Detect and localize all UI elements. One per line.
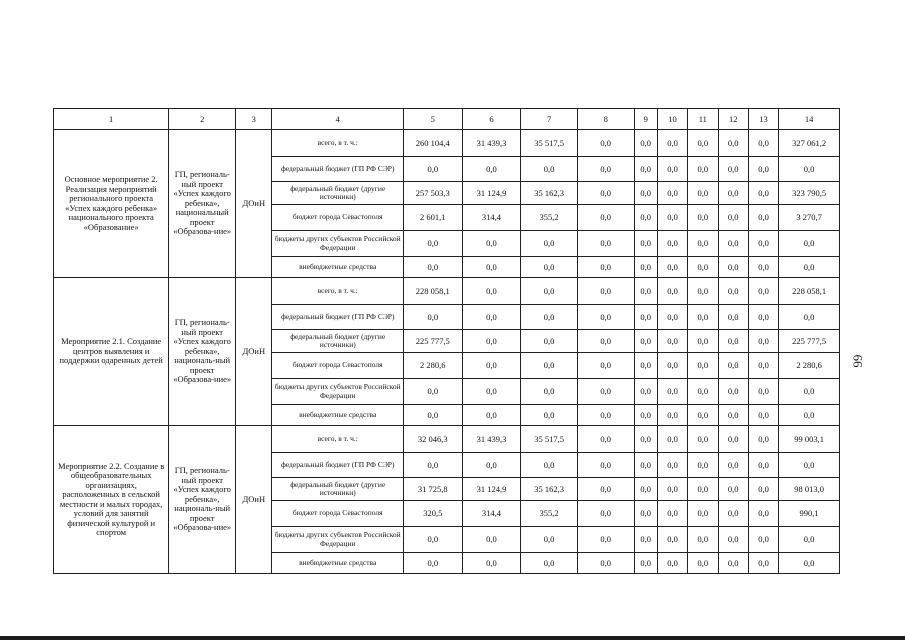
header-cell: 4 bbox=[272, 109, 404, 130]
program-cell: ГП, региональ-ный проект «Успех каждого ребенка», националь-ный проект «Образова-ние» bbox=[169, 278, 236, 426]
page-number: 66 bbox=[850, 354, 866, 368]
amount-cell: 0,0 bbox=[521, 330, 578, 353]
funding-source-cell: бюджет города Севастополя bbox=[272, 205, 404, 231]
header-cell: 2 bbox=[169, 109, 236, 130]
amount-cell: 0,0 bbox=[657, 257, 687, 278]
amount-cell: 0,0 bbox=[748, 453, 778, 478]
amount-cell: 0,0 bbox=[688, 182, 718, 205]
amount-cell: 0,0 bbox=[688, 305, 718, 330]
funding-source-cell: всего, в т. ч.: bbox=[272, 426, 404, 453]
amount-cell: 0,0 bbox=[688, 405, 718, 426]
amount-cell: 0,0 bbox=[634, 157, 657, 182]
amount-cell: 0,0 bbox=[657, 305, 687, 330]
amount-cell: 0,0 bbox=[779, 157, 840, 182]
amount-cell: 0,0 bbox=[462, 353, 521, 379]
amount-cell: 0,0 bbox=[657, 330, 687, 353]
amount-cell: 355,2 bbox=[521, 205, 578, 231]
amount-cell: 0,0 bbox=[718, 553, 748, 574]
amount-cell: 0,0 bbox=[748, 527, 778, 553]
amount-cell: 0,0 bbox=[577, 353, 634, 379]
amount-cell: 0,0 bbox=[521, 157, 578, 182]
amount-cell: 0,0 bbox=[577, 278, 634, 305]
amount-cell: 0,0 bbox=[748, 257, 778, 278]
amount-cell: 0,0 bbox=[403, 157, 462, 182]
amount-cell: 0,0 bbox=[688, 130, 718, 157]
funding-source-cell: бюджеты других субъектов Российской Федерации bbox=[272, 231, 404, 257]
amount-cell: 0,0 bbox=[577, 205, 634, 231]
amount-cell: 0,0 bbox=[577, 182, 634, 205]
amount-cell: 0,0 bbox=[577, 501, 634, 527]
amount-cell: 0,0 bbox=[718, 478, 748, 501]
funding-source-cell: федеральный бюджет (ГП РФ СЭР) bbox=[272, 305, 404, 330]
header-cell: 5 bbox=[403, 109, 462, 130]
amount-cell: 0,0 bbox=[521, 453, 578, 478]
amount-cell: 0,0 bbox=[718, 527, 748, 553]
amount-cell: 0,0 bbox=[748, 330, 778, 353]
amount-cell: 0,0 bbox=[577, 405, 634, 426]
amount-cell: 0,0 bbox=[718, 231, 748, 257]
amount-cell: 0,0 bbox=[688, 353, 718, 379]
funding-source-cell: внебюджетные средства bbox=[272, 405, 404, 426]
amount-cell: 31 124,9 bbox=[462, 182, 521, 205]
header-cell: 14 bbox=[779, 109, 840, 130]
amount-cell: 0,0 bbox=[577, 330, 634, 353]
amount-cell: 98 013,0 bbox=[779, 478, 840, 501]
header-cell: 6 bbox=[462, 109, 521, 130]
amount-cell: 0,0 bbox=[403, 405, 462, 426]
amount-cell: 0,0 bbox=[462, 405, 521, 426]
amount-cell: 228 058,1 bbox=[779, 278, 840, 305]
amount-cell: 0,0 bbox=[688, 453, 718, 478]
table-row bbox=[54, 278, 840, 305]
funding-source-cell: бюджет города Севастополя bbox=[272, 353, 404, 379]
amount-cell: 260 104,4 bbox=[403, 130, 462, 157]
header-cell: 10 bbox=[657, 109, 687, 130]
amount-cell: 0,0 bbox=[688, 379, 718, 405]
amount-cell: 0,0 bbox=[748, 501, 778, 527]
amount-cell: 0,0 bbox=[634, 231, 657, 257]
amount-cell: 31 439,3 bbox=[462, 426, 521, 453]
amount-cell: 35 517,5 bbox=[521, 426, 578, 453]
amount-cell: 0,0 bbox=[657, 405, 687, 426]
amount-cell: 0,0 bbox=[577, 130, 634, 157]
amount-cell: 2 601,1 bbox=[403, 205, 462, 231]
amount-cell: 0,0 bbox=[779, 527, 840, 553]
amount-cell: 0,0 bbox=[688, 553, 718, 574]
header-cell: 3 bbox=[236, 109, 272, 130]
amount-cell: 0,0 bbox=[748, 205, 778, 231]
amount-cell: 0,0 bbox=[634, 405, 657, 426]
funding-source-cell: бюджеты других субъектов Российской Федерации bbox=[272, 379, 404, 405]
header-cell: 8 bbox=[577, 109, 634, 130]
amount-cell: 0,0 bbox=[779, 257, 840, 278]
amount-cell: 0,0 bbox=[462, 231, 521, 257]
amount-cell: 0,0 bbox=[521, 553, 578, 574]
amount-cell: 0,0 bbox=[779, 231, 840, 257]
amount-cell: 0,0 bbox=[521, 231, 578, 257]
header-cell: 1 bbox=[54, 109, 169, 130]
amount-cell: 0,0 bbox=[634, 305, 657, 330]
amount-cell: 0,0 bbox=[462, 278, 521, 305]
amount-cell: 0,0 bbox=[462, 305, 521, 330]
amount-cell: 0,0 bbox=[634, 205, 657, 231]
amount-cell: 0,0 bbox=[688, 231, 718, 257]
amount-cell: 0,0 bbox=[718, 379, 748, 405]
amount-cell: 31 439,3 bbox=[462, 130, 521, 157]
amount-cell: 0,0 bbox=[779, 379, 840, 405]
amount-cell: 0,0 bbox=[718, 130, 748, 157]
amount-cell: 225 777,5 bbox=[403, 330, 462, 353]
amount-cell: 0,0 bbox=[403, 231, 462, 257]
amount-cell: 0,0 bbox=[634, 478, 657, 501]
amount-cell: 0,0 bbox=[634, 353, 657, 379]
amount-cell: 0,0 bbox=[718, 426, 748, 453]
amount-cell: 0,0 bbox=[577, 157, 634, 182]
amount-cell: 0,0 bbox=[657, 426, 687, 453]
measure-name-cell: Мероприятие 2.2. Создание в общеобразовательных организациях, расположенных в сельской местности и малых городах, условий для занятий физической культурой и спортом bbox=[54, 426, 169, 574]
amount-cell: 31 725,8 bbox=[403, 478, 462, 501]
program-cell: ГП, региональ-ный проект «Успех каждого ребенка», националь-ный проект «Образова-ние» bbox=[169, 426, 236, 574]
amount-cell: 0,0 bbox=[657, 527, 687, 553]
amount-cell: 0,0 bbox=[634, 379, 657, 405]
amount-cell: 0,0 bbox=[462, 527, 521, 553]
funding-source-cell: бюджет города Севастополя bbox=[272, 501, 404, 527]
amount-cell: 0,0 bbox=[521, 257, 578, 278]
amount-cell: 0,0 bbox=[462, 379, 521, 405]
amount-cell: 0,0 bbox=[634, 527, 657, 553]
amount-cell: 0,0 bbox=[521, 305, 578, 330]
funding-source-cell: бюджеты других субъектов Российской Федерации bbox=[272, 527, 404, 553]
amount-cell: 0,0 bbox=[688, 527, 718, 553]
amount-cell: 0,0 bbox=[748, 553, 778, 574]
amount-cell: 0,0 bbox=[748, 157, 778, 182]
amount-cell: 327 061,2 bbox=[779, 130, 840, 157]
amount-cell: 0,0 bbox=[462, 553, 521, 574]
amount-cell: 0,0 bbox=[657, 379, 687, 405]
amount-cell: 0,0 bbox=[718, 501, 748, 527]
amount-cell: 0,0 bbox=[634, 257, 657, 278]
amount-cell: 0,0 bbox=[748, 278, 778, 305]
amount-cell: 0,0 bbox=[718, 278, 748, 305]
amount-cell: 0,0 bbox=[779, 553, 840, 574]
amount-cell: 0,0 bbox=[748, 231, 778, 257]
amount-cell: 0,0 bbox=[748, 353, 778, 379]
amount-cell: 0,0 bbox=[657, 130, 687, 157]
amount-cell: 0,0 bbox=[718, 405, 748, 426]
amount-cell: 0,0 bbox=[403, 553, 462, 574]
amount-cell: 0,0 bbox=[688, 278, 718, 305]
amount-cell: 0,0 bbox=[688, 205, 718, 231]
funding-source-cell: всего, в т. ч.: bbox=[272, 278, 404, 305]
amount-cell: 0,0 bbox=[657, 157, 687, 182]
amount-cell: 0,0 bbox=[657, 478, 687, 501]
amount-cell: 0,0 bbox=[718, 257, 748, 278]
amount-cell: 0,0 bbox=[718, 205, 748, 231]
amount-cell: 0,0 bbox=[634, 426, 657, 453]
amount-cell: 990,1 bbox=[779, 501, 840, 527]
amount-cell: 35 162,3 bbox=[521, 478, 578, 501]
amount-cell: 0,0 bbox=[521, 527, 578, 553]
amount-cell: 0,0 bbox=[521, 379, 578, 405]
amount-cell: 0,0 bbox=[462, 257, 521, 278]
amount-cell: 0,0 bbox=[657, 553, 687, 574]
amount-cell: 35 517,5 bbox=[521, 130, 578, 157]
amount-cell: 0,0 bbox=[779, 305, 840, 330]
amount-cell: 0,0 bbox=[688, 330, 718, 353]
amount-cell: 0,0 bbox=[521, 278, 578, 305]
amount-cell: 0,0 bbox=[748, 478, 778, 501]
amount-cell: 0,0 bbox=[748, 130, 778, 157]
amount-cell: 0,0 bbox=[462, 453, 521, 478]
amount-cell: 0,0 bbox=[657, 231, 687, 257]
amount-cell: 0,0 bbox=[688, 478, 718, 501]
amount-cell: 0,0 bbox=[718, 157, 748, 182]
amount-cell: 31 124,9 bbox=[462, 478, 521, 501]
amount-cell: 0,0 bbox=[634, 330, 657, 353]
funding-source-cell: внебюджетные средства bbox=[272, 553, 404, 574]
amount-cell: 0,0 bbox=[657, 501, 687, 527]
table-row bbox=[54, 426, 840, 453]
amount-cell: 0,0 bbox=[577, 305, 634, 330]
amount-cell: 0,0 bbox=[657, 205, 687, 231]
amount-cell: 99 003,1 bbox=[779, 426, 840, 453]
amount-cell: 0,0 bbox=[577, 257, 634, 278]
amount-cell: 314,4 bbox=[462, 205, 521, 231]
amount-cell: 0,0 bbox=[748, 426, 778, 453]
amount-cell: 32 046,3 bbox=[403, 426, 462, 453]
amount-cell: 0,0 bbox=[718, 353, 748, 379]
amount-cell: 0,0 bbox=[748, 379, 778, 405]
amount-cell: 320,5 bbox=[403, 501, 462, 527]
amount-cell: 0,0 bbox=[748, 182, 778, 205]
amount-cell: 0,0 bbox=[688, 257, 718, 278]
amount-cell: 0,0 bbox=[779, 453, 840, 478]
header-cell: 13 bbox=[748, 109, 778, 130]
amount-cell: 2 280,6 bbox=[403, 353, 462, 379]
amount-cell: 355,2 bbox=[521, 501, 578, 527]
funding-source-cell: федеральный бюджет (ГП РФ СЭР) bbox=[272, 453, 404, 478]
amount-cell: 0,0 bbox=[577, 231, 634, 257]
amount-cell: 0,0 bbox=[657, 353, 687, 379]
amount-cell: 2 280,6 bbox=[779, 353, 840, 379]
amount-cell: 0,0 bbox=[634, 501, 657, 527]
amount-cell: 0,0 bbox=[521, 353, 578, 379]
executor-cell: ДОиН bbox=[236, 130, 272, 278]
bottom-edge-bar bbox=[0, 636, 905, 640]
amount-cell: 0,0 bbox=[779, 405, 840, 426]
funding-source-cell: всего, в т. ч.: bbox=[272, 130, 404, 157]
amount-cell: 0,0 bbox=[748, 305, 778, 330]
executor-cell: ДОиН bbox=[236, 426, 272, 574]
measure-name-cell: Мероприятие 2.1. Создание центров выявления и поддержки одаренных детей bbox=[54, 278, 169, 426]
header-cell: 12 bbox=[718, 109, 748, 130]
amount-cell: 257 503,3 bbox=[403, 182, 462, 205]
amount-cell: 0,0 bbox=[688, 426, 718, 453]
amount-cell: 0,0 bbox=[634, 278, 657, 305]
funding-source-cell: федеральный бюджет (ГП РФ СЭР) bbox=[272, 157, 404, 182]
amount-cell: 0,0 bbox=[657, 453, 687, 478]
amount-cell: 0,0 bbox=[577, 478, 634, 501]
amount-cell: 0,0 bbox=[748, 405, 778, 426]
amount-cell: 0,0 bbox=[718, 182, 748, 205]
amount-cell: 0,0 bbox=[577, 553, 634, 574]
header-cell: 9 bbox=[634, 109, 657, 130]
amount-cell: 0,0 bbox=[403, 527, 462, 553]
header-cell: 11 bbox=[688, 109, 718, 130]
amount-cell: 0,0 bbox=[462, 157, 521, 182]
amount-cell: 0,0 bbox=[718, 305, 748, 330]
header-row bbox=[54, 109, 840, 130]
amount-cell: 0,0 bbox=[657, 182, 687, 205]
amount-cell: 228 058,1 bbox=[403, 278, 462, 305]
amount-cell: 0,0 bbox=[462, 330, 521, 353]
amount-cell: 314,4 bbox=[462, 501, 521, 527]
amount-cell: 35 162,3 bbox=[521, 182, 578, 205]
amount-cell: 0,0 bbox=[634, 130, 657, 157]
amount-cell: 0,0 bbox=[403, 257, 462, 278]
amount-cell: 0,0 bbox=[634, 553, 657, 574]
table-row bbox=[54, 130, 840, 157]
amount-cell: 0,0 bbox=[577, 527, 634, 553]
program-cell: ГП, региональ-ный проект «Успех каждого ребенка», национальный проект «Образова-ние» bbox=[169, 130, 236, 278]
executor-cell: ДОиН bbox=[236, 278, 272, 426]
funding-source-cell: федеральный бюджет (другие источники) bbox=[272, 330, 404, 353]
funding-source-cell: внебюджетные средства bbox=[272, 257, 404, 278]
funding-source-cell: федеральный бюджет (другие источники) bbox=[272, 478, 404, 501]
amount-cell: 0,0 bbox=[577, 379, 634, 405]
amount-cell: 0,0 bbox=[688, 501, 718, 527]
funding-source-cell: федеральный бюджет (другие источники) bbox=[272, 182, 404, 205]
amount-cell: 323 790,5 bbox=[779, 182, 840, 205]
amount-cell: 225 777,5 bbox=[779, 330, 840, 353]
amount-cell: 0,0 bbox=[577, 426, 634, 453]
amount-cell: 0,0 bbox=[521, 405, 578, 426]
header-cell: 7 bbox=[521, 109, 578, 130]
amount-cell: 0,0 bbox=[577, 453, 634, 478]
amount-cell: 0,0 bbox=[634, 453, 657, 478]
amount-cell: 0,0 bbox=[634, 182, 657, 205]
amount-cell: 0,0 bbox=[688, 157, 718, 182]
amount-cell: 0,0 bbox=[718, 453, 748, 478]
amount-cell: 0,0 bbox=[403, 379, 462, 405]
amount-cell: 0,0 bbox=[403, 453, 462, 478]
amount-cell: 0,0 bbox=[657, 278, 687, 305]
measure-name-cell: Основное мероприятие 2. Реализация мероприятий регионального проекта «Успех каждого ребенка» национального проекта «Образование» bbox=[54, 130, 169, 278]
amount-cell: 0,0 bbox=[718, 330, 748, 353]
amount-cell: 0,0 bbox=[403, 305, 462, 330]
funding-table bbox=[53, 108, 840, 574]
amount-cell: 3 270,7 bbox=[779, 205, 840, 231]
